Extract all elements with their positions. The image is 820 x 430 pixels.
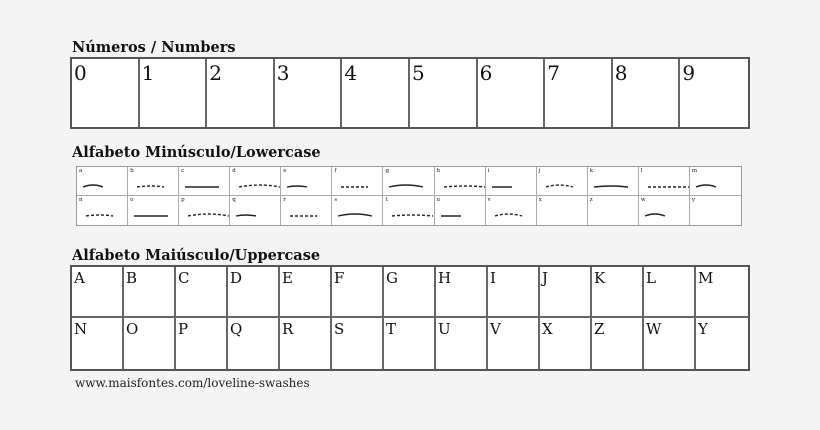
lowercase-cell-label: r xyxy=(283,197,286,203)
lowercase-cell-label: v xyxy=(487,197,491,203)
swash-glyph xyxy=(283,179,332,193)
uppercase-cell-label: L xyxy=(646,269,656,287)
lowercase-cell xyxy=(230,196,281,225)
uppercase-cell-label: V xyxy=(490,320,501,338)
uppercase-cell-label: I xyxy=(490,269,496,287)
lowercase-cell xyxy=(639,167,690,196)
lowercase-cell-label: s xyxy=(334,197,338,203)
lowercase-cell xyxy=(77,167,128,196)
number-cell-label: 3 xyxy=(276,61,290,85)
lowercase-cell-label: t xyxy=(385,197,388,203)
uppercase-cell xyxy=(280,318,332,369)
swash-glyph xyxy=(334,179,383,193)
uppercase-cell-label: N xyxy=(74,320,88,338)
lowercase-cell xyxy=(230,167,281,196)
swash-glyph xyxy=(181,179,230,193)
number-cell xyxy=(275,59,343,127)
lowercase-cell-label: k xyxy=(589,168,594,174)
lowercase-title: Alfabeto Minúsculo/Lowercase xyxy=(72,144,321,161)
swash-glyph xyxy=(641,179,690,193)
lowercase-cell-label: n xyxy=(79,197,83,203)
number-cell xyxy=(613,59,681,127)
uppercase-cell-label: P xyxy=(178,320,189,338)
uppercase-cell-label: J xyxy=(542,269,549,287)
lowercase-cell xyxy=(537,196,588,225)
uppercase-cell-label: H xyxy=(438,269,452,287)
swash-glyph xyxy=(385,208,434,222)
uppercase-cell-label: U xyxy=(438,320,451,338)
uppercase-cell xyxy=(436,267,488,318)
swash-glyph xyxy=(539,208,588,222)
lowercase-cell xyxy=(639,196,690,225)
lowercase-cell-label: a xyxy=(79,168,83,174)
swash-glyph xyxy=(692,179,741,193)
lowercase-cell xyxy=(77,196,128,225)
lowercase-cell-label: i xyxy=(487,168,490,174)
uppercase-cell-label: T xyxy=(386,320,397,338)
number-cell xyxy=(545,59,613,127)
swash-glyph xyxy=(488,208,537,222)
number-cell-label: 6 xyxy=(479,61,493,85)
number-cell-label: 2 xyxy=(209,61,222,85)
swash-glyph xyxy=(232,179,281,193)
uppercase-cell xyxy=(72,267,124,318)
lowercase-cell xyxy=(435,167,486,196)
numbers-grid xyxy=(70,57,750,129)
swash-glyph xyxy=(385,179,434,193)
uppercase-cell xyxy=(176,267,228,318)
uppercase-cell-label: K xyxy=(594,269,606,287)
uppercase-cell xyxy=(644,267,696,318)
source-url: www.maisfontes.com/loveline-swashes xyxy=(75,376,310,390)
uppercase-cell xyxy=(228,267,280,318)
swash-glyph xyxy=(437,208,486,222)
lowercase-cell-label: y xyxy=(691,197,696,203)
number-cell-label: 4 xyxy=(344,61,358,85)
swash-glyph xyxy=(181,208,230,222)
uppercase-grid xyxy=(70,265,750,371)
lowercase-cell-label: g xyxy=(385,168,389,174)
uppercase-cell xyxy=(592,267,644,318)
lowercase-cell xyxy=(332,167,383,196)
lowercase-cell xyxy=(281,167,332,196)
uppercase-cell xyxy=(124,318,176,369)
lowercase-cell xyxy=(588,167,639,196)
uppercase-cell xyxy=(436,318,488,369)
number-cell-label: 0 xyxy=(74,61,87,85)
uppercase-cell-label: O xyxy=(126,320,139,338)
uppercase-cell xyxy=(332,318,384,369)
uppercase-cell xyxy=(540,318,592,369)
lowercase-cell-label: o xyxy=(130,197,134,203)
uppercase-cell-label: M xyxy=(698,269,714,287)
lowercase-cell xyxy=(435,196,486,225)
uppercase-cell xyxy=(696,318,748,369)
uppercase-cell-label: B xyxy=(126,269,138,287)
lowercase-cell xyxy=(690,167,741,196)
lowercase-cell-label: q xyxy=(232,197,236,203)
lowercase-cell xyxy=(588,196,639,225)
uppercase-cell-label: Z xyxy=(594,320,605,338)
uppercase-cell xyxy=(384,318,436,369)
swash-glyph xyxy=(590,208,639,222)
uppercase-cell-label: G xyxy=(386,269,398,287)
lowercase-cell xyxy=(128,196,179,225)
uppercase-cell xyxy=(488,267,540,318)
number-cell xyxy=(72,59,140,127)
lowercase-cell-label: j xyxy=(538,168,541,174)
lowercase-cell xyxy=(486,196,537,225)
swash-glyph xyxy=(641,208,690,222)
lowercase-cell xyxy=(486,167,537,196)
lowercase-cell xyxy=(281,196,332,225)
numbers-title: Números / Numbers xyxy=(72,39,236,56)
swash-glyph xyxy=(232,208,281,222)
lowercase-cell-label: p xyxy=(181,197,185,203)
lowercase-cell-label: f xyxy=(334,168,337,174)
swash-glyph xyxy=(130,179,179,193)
uppercase-cell xyxy=(228,318,280,369)
number-cell-label: 7 xyxy=(547,61,560,85)
lowercase-cell-label: x xyxy=(538,197,542,203)
lowercase-cell xyxy=(383,167,434,196)
lowercase-cell xyxy=(690,196,741,225)
number-cell xyxy=(478,59,546,127)
uppercase-cell-label: W xyxy=(646,320,662,338)
swash-glyph xyxy=(334,208,383,222)
uppercase-cell xyxy=(592,318,644,369)
uppercase-cell xyxy=(696,267,748,318)
uppercase-title: Alfabeto Maiúsculo/Uppercase xyxy=(72,247,321,264)
swash-glyph xyxy=(283,208,332,222)
uppercase-cell-label: R xyxy=(282,320,294,338)
swash-glyph xyxy=(539,179,588,193)
uppercase-cell-label: E xyxy=(282,269,293,287)
uppercase-cell xyxy=(644,318,696,369)
uppercase-cell xyxy=(280,267,332,318)
uppercase-cell xyxy=(540,267,592,318)
lowercase-cell-label: z xyxy=(589,197,593,203)
number-cell xyxy=(410,59,478,127)
uppercase-cell-label: X xyxy=(542,320,553,338)
lowercase-cell xyxy=(179,196,230,225)
lowercase-cell xyxy=(332,196,383,225)
lowercase-cell-label: u xyxy=(436,197,441,203)
lowercase-cell-label: m xyxy=(691,168,698,174)
uppercase-cell-label: F xyxy=(334,269,345,287)
lowercase-cell-label: w xyxy=(640,197,646,203)
uppercase-cell-label: Y xyxy=(698,320,708,338)
swash-glyph xyxy=(692,208,741,222)
number-cell-label: 1 xyxy=(141,61,155,85)
lowercase-cell-label: h xyxy=(436,168,441,174)
swash-glyph xyxy=(488,179,537,193)
uppercase-cell xyxy=(332,267,384,318)
lowercase-cell xyxy=(383,196,434,225)
uppercase-cell-label: D xyxy=(230,269,243,287)
number-cell xyxy=(342,59,410,127)
lowercase-cell xyxy=(128,167,179,196)
number-cell-label: 9 xyxy=(682,61,696,85)
number-cell xyxy=(680,59,748,127)
lowercase-cell xyxy=(537,167,588,196)
swash-glyph xyxy=(79,179,128,193)
lowercase-cell-label: b xyxy=(130,168,134,174)
number-cell-label: 5 xyxy=(411,61,425,85)
swash-glyph xyxy=(130,208,179,222)
swash-glyph xyxy=(79,208,128,222)
uppercase-cell xyxy=(72,318,124,369)
uppercase-cell xyxy=(124,267,176,318)
uppercase-cell-label: Q xyxy=(230,320,243,338)
lowercase-cell-label: d xyxy=(232,168,236,174)
lowercase-cell-label: e xyxy=(283,168,287,174)
number-cell xyxy=(207,59,275,127)
lowercase-grid xyxy=(76,166,742,226)
uppercase-cell-label: S xyxy=(334,320,345,338)
uppercase-cell xyxy=(384,267,436,318)
swash-glyph xyxy=(437,179,486,193)
swash-glyph xyxy=(590,179,639,193)
uppercase-cell-label: A xyxy=(74,269,85,287)
uppercase-cell xyxy=(176,318,228,369)
lowercase-cell-label: c xyxy=(181,168,185,174)
number-cell xyxy=(140,59,208,127)
lowercase-cell xyxy=(179,167,230,196)
uppercase-cell xyxy=(488,318,540,369)
number-cell-label: 8 xyxy=(614,61,628,85)
lowercase-cell-label: l xyxy=(640,168,643,174)
uppercase-cell-label: C xyxy=(178,269,190,287)
